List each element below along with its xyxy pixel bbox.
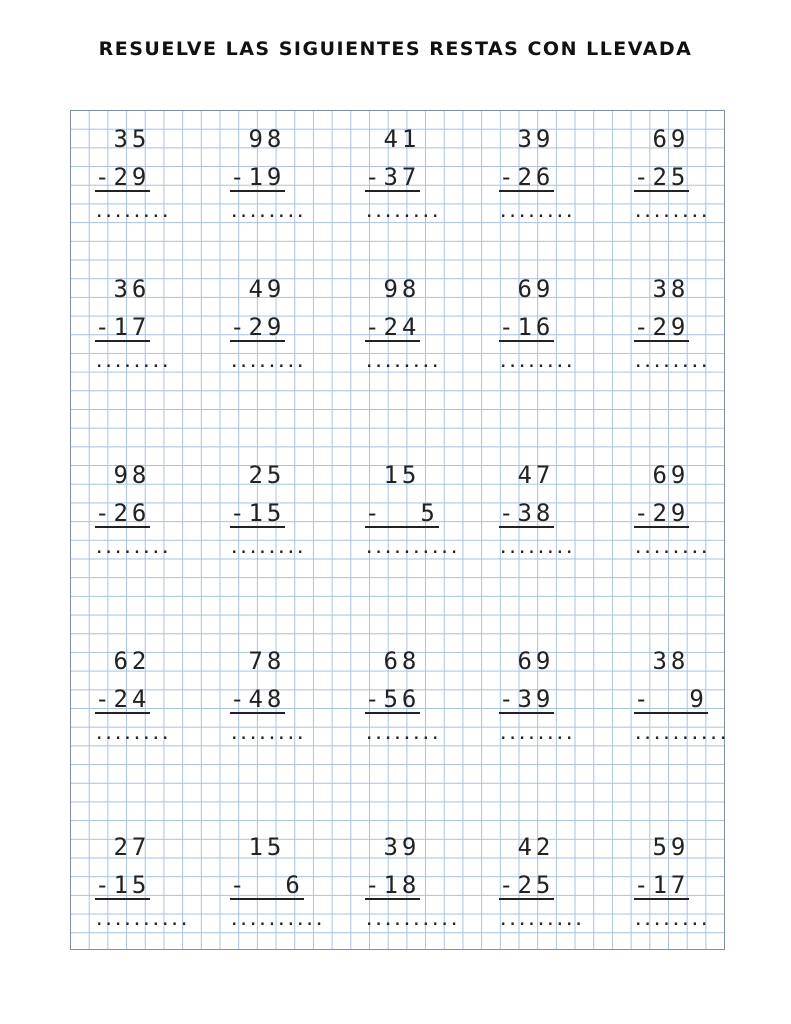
subtrahend: -18: [365, 871, 421, 899]
subtraction-problem: [499, 834, 589, 928]
answer-line[interactable]: ........: [499, 541, 575, 557]
subtrahend: -37: [365, 163, 421, 191]
minuend: 15: [365, 461, 421, 489]
subtrahend: -29: [634, 313, 690, 341]
subtrahend: -56: [365, 685, 421, 713]
subtrahend: -15: [230, 499, 286, 527]
minuend: 35: [95, 125, 151, 153]
subtrahend: -26: [499, 163, 555, 191]
subtraction-problem: [230, 126, 320, 220]
minuend: 25: [230, 461, 286, 489]
minuend: 27: [95, 833, 151, 861]
subtraction-problem: [95, 833, 190, 929]
subtrahend: -48: [230, 685, 286, 713]
subtrahend: -17: [634, 871, 690, 899]
subtraction-problem: [230, 833, 325, 929]
worksheet-title: RESUELVE LAS SIGUIENTES RESTAS CON LLEVADA: [98, 38, 693, 60]
answer-line[interactable]: ..........: [365, 541, 460, 557]
minuend: 41: [365, 125, 421, 153]
subtraction-problem: [365, 276, 455, 370]
subtraction-problem: [230, 648, 320, 742]
answer-line[interactable]: ..........: [230, 913, 325, 929]
subtraction-problem: [95, 126, 185, 220]
subtrahend: -16: [499, 313, 555, 341]
subtrahend: -39: [499, 685, 555, 713]
minuend: 98: [95, 461, 151, 489]
answer-line[interactable]: ........: [499, 355, 575, 371]
answer-line[interactable]: ........: [95, 727, 171, 743]
subtrahend: -29: [230, 313, 286, 341]
answer-line[interactable]: ........: [365, 205, 441, 221]
subtraction-problem: [95, 462, 185, 556]
answer-line[interactable]: ........: [634, 355, 710, 371]
subtrahend: -15: [95, 871, 151, 899]
answer-line[interactable]: .........: [499, 913, 584, 929]
subtrahend: -29: [634, 499, 690, 527]
answer-line[interactable]: ........: [634, 205, 710, 221]
answer-line[interactable]: ........: [95, 205, 171, 221]
subtrahend: -38: [499, 499, 555, 527]
subtrahend: -17: [95, 313, 151, 341]
minuend: 38: [634, 275, 690, 303]
minuend: 78: [230, 647, 286, 675]
subtraction-problem: [634, 276, 724, 370]
minuend: 49: [230, 275, 286, 303]
minuend: 59: [634, 833, 690, 861]
answer-line[interactable]: ........: [95, 355, 171, 371]
minuend: 39: [499, 125, 555, 153]
subtraction-problem: [230, 276, 320, 370]
subtraction-problem: [499, 276, 589, 370]
subtraction-problem: [365, 126, 455, 220]
minuend: 69: [634, 125, 690, 153]
answer-line[interactable]: ..........: [365, 913, 460, 929]
minuend: 38: [634, 647, 690, 675]
subtrahend: -24: [365, 313, 421, 341]
minuend: 47: [499, 461, 555, 489]
subtrahend: - 6: [230, 871, 304, 899]
minuend: 98: [365, 275, 421, 303]
answer-line[interactable]: ........: [634, 913, 710, 929]
subtraction-problem: [95, 648, 185, 742]
minuend: 39: [365, 833, 421, 861]
subtrahend: - 9: [634, 685, 708, 713]
minuend: 69: [634, 461, 690, 489]
minuend: 36: [95, 275, 151, 303]
subtraction-problem: [365, 461, 460, 557]
answer-line[interactable]: ..........: [634, 727, 729, 743]
subtrahend: -25: [634, 163, 690, 191]
minuend: 98: [230, 125, 286, 153]
answer-line[interactable]: ........: [365, 727, 441, 743]
subtraction-problem: [499, 462, 589, 556]
subtraction-problem: [365, 833, 460, 929]
subtrahend: -26: [95, 499, 151, 527]
subtraction-problem: [499, 126, 589, 220]
minuend: 69: [499, 647, 555, 675]
minuend: 69: [499, 275, 555, 303]
subtraction-problem: [634, 834, 724, 928]
answer-line[interactable]: ..........: [95, 913, 190, 929]
subtrahend: -29: [95, 163, 151, 191]
subtrahend: -24: [95, 685, 151, 713]
subtrahend: - 5: [365, 499, 439, 527]
subtraction-problem: [230, 462, 320, 556]
answer-line[interactable]: ........: [499, 205, 575, 221]
subtrahend: -19: [230, 163, 286, 191]
minuend: 42: [499, 833, 555, 861]
answer-line[interactable]: ........: [95, 541, 171, 557]
minuend: 68: [365, 647, 421, 675]
answer-line[interactable]: ........: [230, 541, 306, 557]
answer-line[interactable]: ........: [230, 727, 306, 743]
subtraction-problem: [634, 462, 724, 556]
subtraction-problem: [95, 276, 185, 370]
answer-line[interactable]: ........: [230, 355, 306, 371]
subtraction-problem: [365, 648, 455, 742]
minuend: 15: [230, 833, 286, 861]
answer-line[interactable]: ........: [230, 205, 306, 221]
answer-line[interactable]: ........: [634, 541, 710, 557]
subtraction-problem: [499, 648, 589, 742]
subtrahend: -25: [499, 871, 555, 899]
subtraction-problem: [634, 647, 729, 743]
subtraction-problem: [634, 126, 724, 220]
answer-line[interactable]: ........: [365, 355, 441, 371]
minuend: 62: [95, 647, 151, 675]
answer-line[interactable]: ........: [499, 727, 575, 743]
